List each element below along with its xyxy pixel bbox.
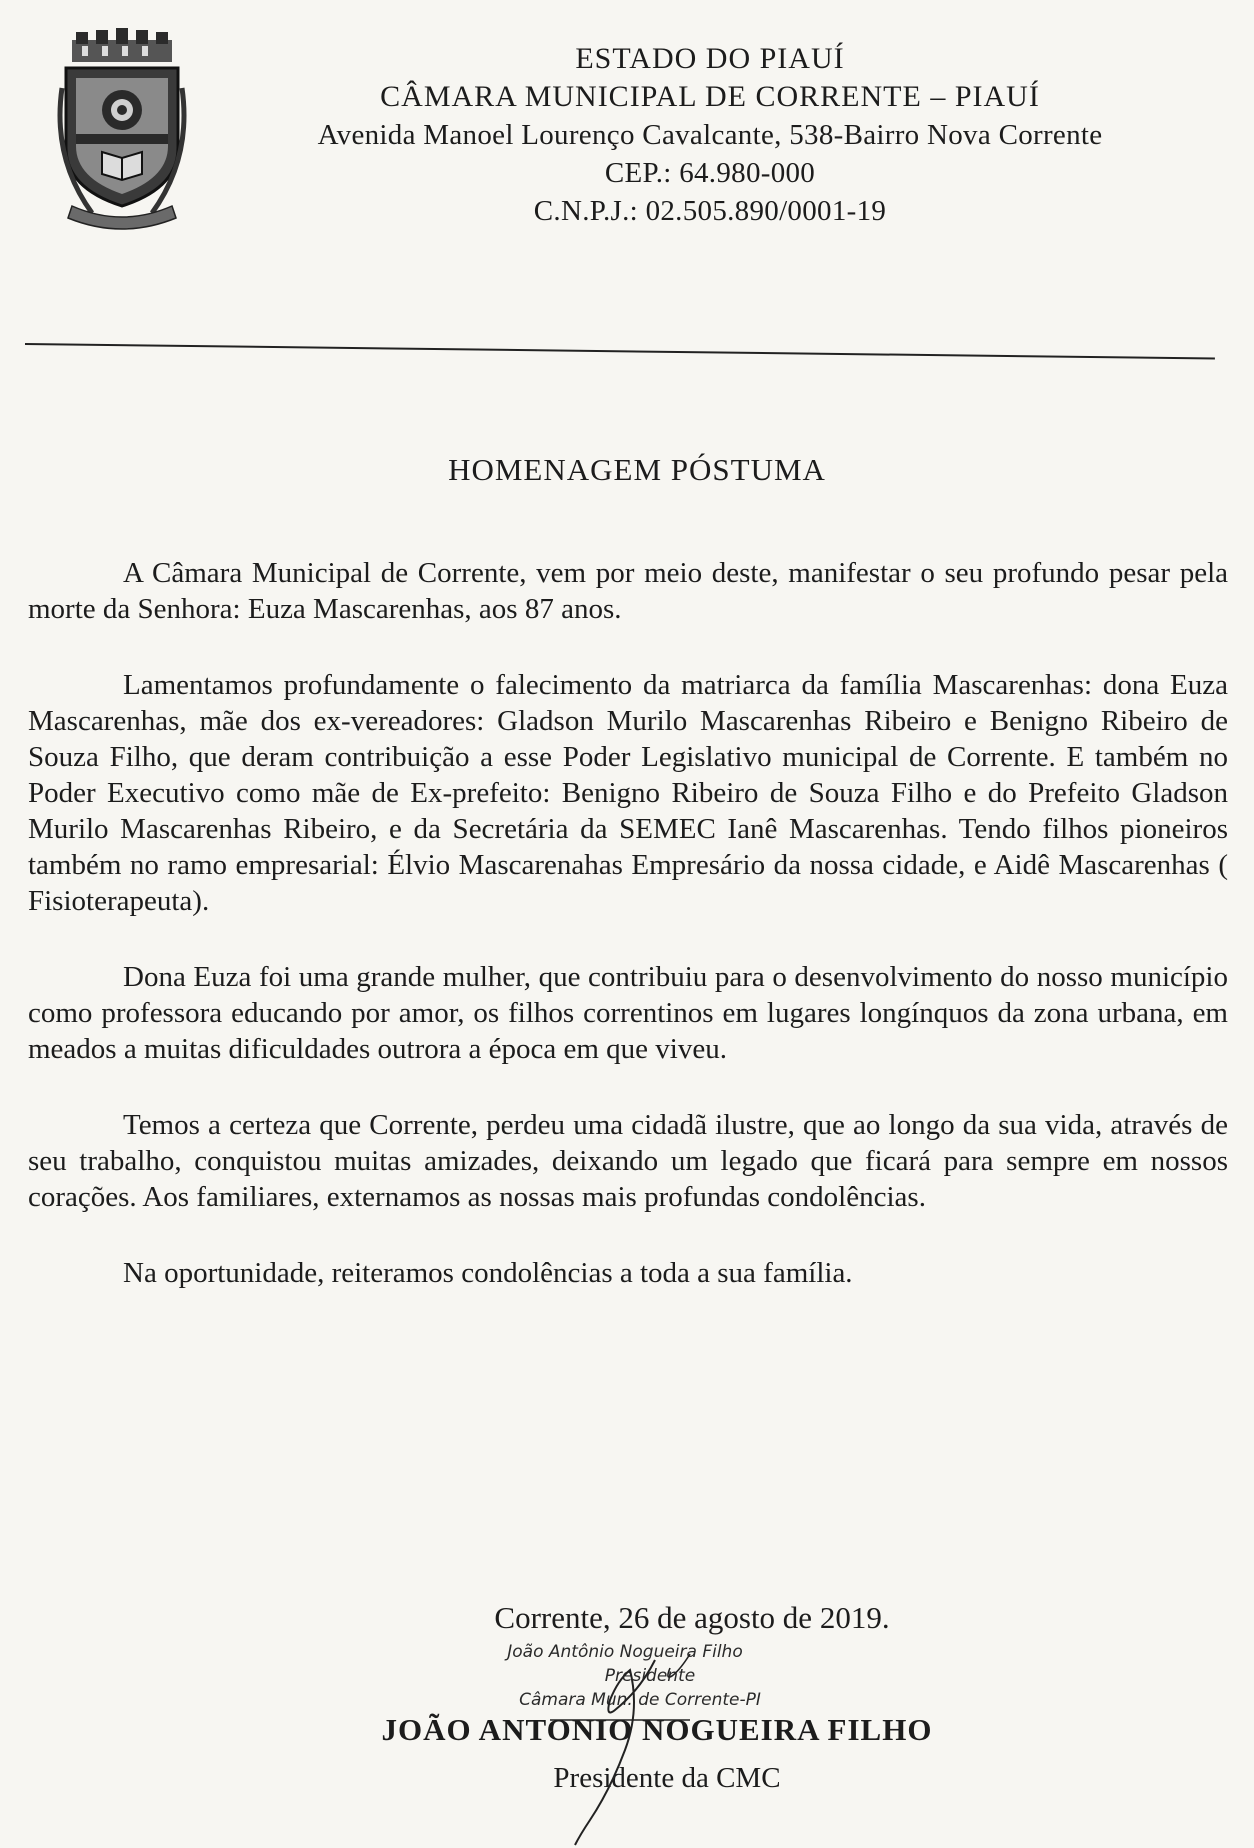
- paragraph: Temos a certeza que Corrente, perdeu uma cidadã ilustre, que ao longo da sua vida, através de seu trabalho, conquistou muitas amizades, deixando um legado que ficará para sempre em nossos corações. Aos familiares, externamos as nossas mais profundas condolências.: [28, 1109, 1228, 1213]
- municipal-coat-of-arms-icon: [52, 28, 192, 233]
- letterhead: [250, 40, 1170, 230]
- postal-code: CEP.: 64.980-000: [604, 157, 816, 189]
- paragraph: A Câmara Municipal de Corrente, vem por meio deste, manifestar o seu profundo pesar pela morte da Senhora: Euza Mascarenhas, aos 87 anos.: [28, 557, 1228, 625]
- signer-role: Presidente da CMC: [553, 1762, 781, 1794]
- paragraph: Lamentamos profundamente o falecimento da matriarca da família Mascarenhas: dona Euza Mascarenhas, mãe dos ex-vereadores: Gladson Murilo Mascarenhas Ribeiro e Benigno Ribeiro de Souza Filho, que deram contribuição a esse Poder Legislativo municipal de Corrente. E também no Poder Executivo como mãe de Ex-prefeito: Benigno Ribeiro de Souza Filho e do Prefeito Gladson Murilo Mascarenhas Ribeiro, e da Secretária da SEMEC Ianê Mascarenhas. Tendo filhos pioneiros também no ramo empresarial: Élvio Mascarenahas Empresário da nossa cidade, e Aidê Mascarenhas ( Fisioterapeuta).: [28, 669, 1228, 917]
- stamp-organization: Câmara Mun. de Corrente-PI: [519, 1690, 761, 1710]
- tax-id: C.N.P.J.: 02.505.890/0001-19: [533, 195, 887, 227]
- document-title: HOMENAGEM PÓSTUMA: [448, 452, 826, 487]
- paragraph: Dona Euza foi uma grande mulher, que contribuiu para o desenvolvimento do nosso município como professora educando por amor, os filhos correntinos em lugares longínquos da zona urbana, em meados a muitas dificuldades outrora a época em que viveu.: [28, 961, 1228, 1065]
- document-body: [28, 555, 1228, 1331]
- signer-name: JOÃO ANTONIO NOGUEIRA FILHO: [381, 1712, 933, 1747]
- address: Avenida Manoel Lourenço Cavalcante, 538-Bairro Nova Corrente: [317, 119, 1103, 151]
- signature-stamp: [470, 1640, 810, 1712]
- chamber-name: CÂMARA MUNICIPAL DE CORRENTE – PIAUÍ: [380, 80, 1040, 113]
- stamp-name: João Antônio Nogueira Filho: [507, 1642, 743, 1662]
- stamp-office: Presidente: [604, 1666, 696, 1686]
- closing-paragraph: Na oportunidade, reiteramos condolências a toda a sua família.: [123, 1257, 853, 1289]
- state-name: ESTADO DO PIAUÍ: [575, 42, 845, 75]
- date-line: Corrente, 26 de agosto de 2019.: [494, 1600, 890, 1635]
- header-divider: [25, 343, 1215, 360]
